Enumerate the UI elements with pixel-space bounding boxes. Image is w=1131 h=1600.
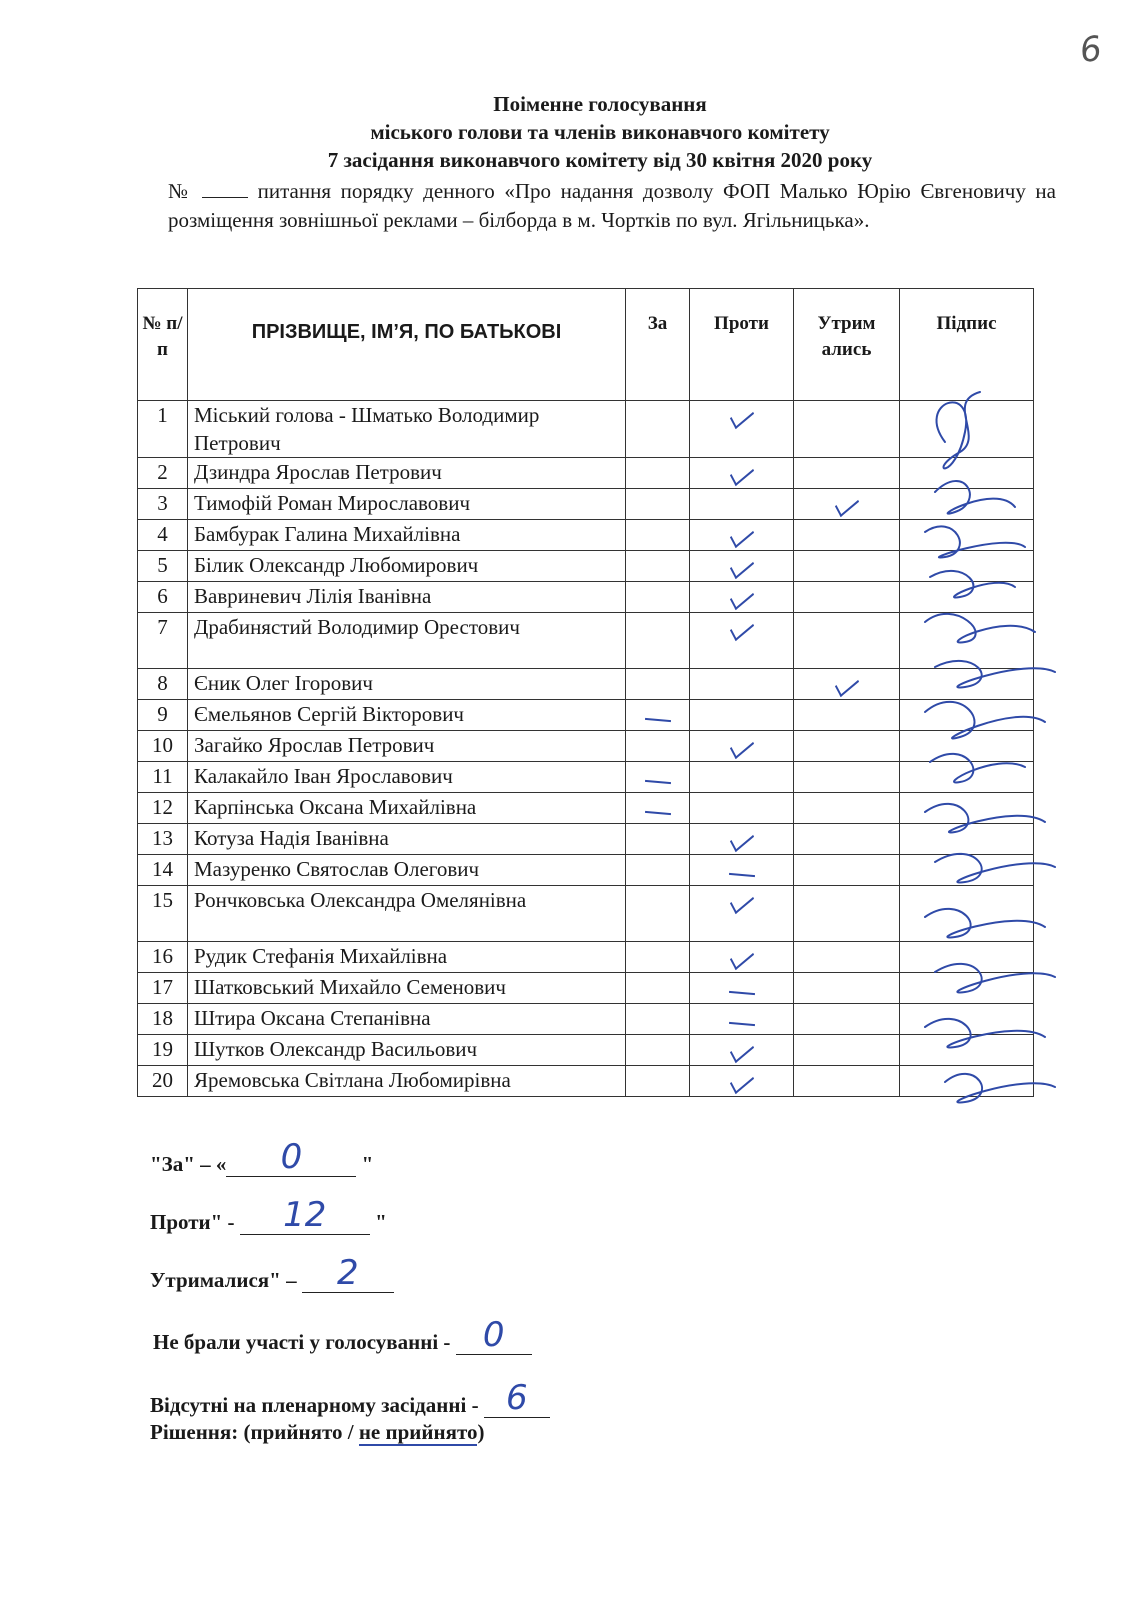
vote-cell-proty xyxy=(690,489,794,520)
vote-cell-za xyxy=(626,520,690,551)
row-number: 17 xyxy=(138,973,188,1004)
member-name: Рончковська Олександра Омелянівна xyxy=(188,886,626,942)
signature-cell xyxy=(900,793,1034,824)
vote-cell-proty xyxy=(690,973,794,1004)
vote-rows xyxy=(138,401,1034,1097)
check-mark-icon xyxy=(729,584,753,610)
vote-cell-za xyxy=(626,824,690,855)
vote-cell-za xyxy=(626,1035,690,1066)
vote-cell-utrym xyxy=(794,669,900,700)
signature-cell xyxy=(900,1066,1034,1097)
member-name: Карпінська Оксана Михайлівна xyxy=(188,793,626,824)
vote-cell-utrym xyxy=(794,489,900,520)
page-number: 6 xyxy=(1077,28,1105,72)
check-mark-icon xyxy=(834,491,858,517)
vote-cell-za xyxy=(626,942,690,973)
row-number: 3 xyxy=(138,489,188,520)
vote-cell-utrym xyxy=(794,551,900,582)
signature-cell xyxy=(900,669,1034,700)
summary-za-label: "За" – « xyxy=(150,1152,227,1176)
row-number: 5 xyxy=(138,551,188,582)
signature-cell xyxy=(900,855,1034,886)
summary-proty-tail: " xyxy=(375,1210,387,1234)
vote-cell-za xyxy=(626,551,690,582)
table-header-row xyxy=(138,289,1034,401)
table-row xyxy=(138,582,1034,613)
vote-cell-utrym xyxy=(794,855,900,886)
member-name: Тимофій Роман Мирославович xyxy=(188,489,626,520)
signature-cell xyxy=(900,489,1034,520)
table-row xyxy=(138,855,1034,886)
agenda-question: питання порядку денного «Про надання дозволу ФОП Малько Юрію Євгеновичу на розміщення зовнішньої реклами – білборда в м. Чортків по вул. Ягільницька». xyxy=(168,179,1056,232)
header-name: ПРІЗВИЩЕ, ІМ’Я, ПО БАТЬКОВІ xyxy=(188,289,626,401)
vote-cell-proty xyxy=(690,1004,794,1035)
row-number: 18 xyxy=(138,1004,188,1035)
summary-vidsutni-line xyxy=(484,1378,550,1418)
vote-cell-proty xyxy=(690,669,794,700)
row-number: 15 xyxy=(138,886,188,942)
member-name: Ємельянов Сергій Вікторович xyxy=(188,700,626,731)
dash-mark-icon xyxy=(728,1022,754,1026)
check-mark-icon xyxy=(729,944,753,970)
vote-cell-utrym xyxy=(794,1035,900,1066)
title-line-2: міського голови та членів виконавчого комітету xyxy=(370,120,830,144)
signature-cell xyxy=(900,700,1034,731)
vote-cell-za xyxy=(626,401,690,458)
vote-cell-proty xyxy=(690,613,794,669)
member-name: Рудик Стефанія Михайлівна xyxy=(188,942,626,973)
decision-selected: не прийнято xyxy=(358,1420,478,1444)
vote-cell-utrym xyxy=(794,1004,900,1035)
vote-cell-proty xyxy=(690,401,794,458)
summary-za-tail: " xyxy=(361,1152,374,1176)
summary-utrym-value: 2 xyxy=(337,1253,359,1293)
title-line-3: 7 засідання виконавчого комітету від 30 квітня 2020 року xyxy=(327,148,873,172)
table-row xyxy=(138,793,1034,824)
row-number: 7 xyxy=(138,613,188,669)
dash-mark-icon xyxy=(728,873,754,877)
check-mark-icon xyxy=(729,1068,753,1094)
summary-vidsutni-label: Відсутні на пленарному засіданні - xyxy=(150,1393,479,1417)
vote-cell-proty xyxy=(690,762,794,793)
signature-cell xyxy=(900,520,1034,551)
signature-cell xyxy=(900,613,1034,669)
dash-mark-icon xyxy=(728,991,754,995)
vote-cell-za xyxy=(626,1066,690,1097)
summary-za-line xyxy=(226,1137,356,1177)
check-mark-icon xyxy=(834,671,858,697)
summary-proty-label: Проти" - xyxy=(150,1210,235,1234)
vote-cell-utrym xyxy=(794,731,900,762)
member-name: Яремовська Світлана Любомирівна xyxy=(188,1066,626,1097)
row-number: 4 xyxy=(138,520,188,551)
table-row xyxy=(138,489,1034,520)
vote-cell-za xyxy=(626,1004,690,1035)
vote-cell-za xyxy=(626,669,690,700)
vote-cell-proty xyxy=(690,886,794,942)
check-mark-icon xyxy=(729,553,753,579)
table-row xyxy=(138,1066,1034,1097)
vote-cell-utrym xyxy=(794,793,900,824)
member-name: Шутков Олександр Васильович xyxy=(188,1035,626,1066)
summary-proty xyxy=(150,1195,387,1235)
summary-utrym-line xyxy=(302,1253,394,1293)
table-row xyxy=(138,731,1034,762)
vote-cell-za xyxy=(626,886,690,942)
vote-cell-za xyxy=(626,700,690,731)
summary-utrym-label: Утрималися" – xyxy=(150,1268,297,1292)
check-mark-icon xyxy=(729,522,753,548)
agenda-number-prefix: № xyxy=(168,179,193,203)
signature-cell xyxy=(900,973,1034,1004)
row-number: 14 xyxy=(138,855,188,886)
vote-cell-proty xyxy=(690,824,794,855)
summary-rishennia xyxy=(150,1420,484,1445)
row-number: 19 xyxy=(138,1035,188,1066)
row-number: 13 xyxy=(138,824,188,855)
vote-cell-za xyxy=(626,855,690,886)
dash-mark-icon xyxy=(644,780,670,784)
table-row xyxy=(138,824,1034,855)
agenda-number-blank xyxy=(202,179,248,198)
vote-cell-za xyxy=(626,762,690,793)
summary-utrym xyxy=(150,1253,394,1293)
vote-cell-proty xyxy=(690,855,794,886)
vote-cell-utrym xyxy=(794,942,900,973)
summary-proty-line xyxy=(240,1195,370,1235)
decision-label: Рішення: (прийнято / xyxy=(150,1420,359,1444)
member-name: Калакайло Іван Ярославович xyxy=(188,762,626,793)
table-row xyxy=(138,886,1034,942)
vote-cell-proty xyxy=(690,520,794,551)
vote-cell-utrym xyxy=(794,613,900,669)
summary-za xyxy=(150,1137,374,1177)
vote-cell-za xyxy=(626,582,690,613)
vote-cell-za xyxy=(626,793,690,824)
vote-cell-za xyxy=(626,973,690,1004)
title-line-1: Поіменне голосування xyxy=(493,92,707,116)
vote-cell-utrym xyxy=(794,973,900,1004)
table-row xyxy=(138,1004,1034,1035)
table-row xyxy=(138,551,1034,582)
signature-cell xyxy=(900,762,1034,793)
summary-proty-value: 12 xyxy=(283,1195,327,1235)
check-mark-icon xyxy=(729,460,753,486)
check-mark-icon xyxy=(729,615,753,641)
member-name: Штира Оксана Степанівна xyxy=(188,1004,626,1035)
vote-cell-utrym xyxy=(794,1066,900,1097)
table-row xyxy=(138,613,1034,669)
vote-cell-utrym xyxy=(794,520,900,551)
member-name: Міський голова - Шматько Володимир Петрович xyxy=(188,401,626,458)
summary-ne-braly-label: Не брали участі у голосуванні - xyxy=(153,1330,451,1354)
row-number: 1 xyxy=(138,401,188,458)
member-name: Дзиндра Ярослав Петрович xyxy=(188,458,626,489)
member-name: Загайко Ярослав Петрович xyxy=(188,731,626,762)
table-row xyxy=(138,520,1034,551)
vote-cell-proty xyxy=(690,1066,794,1097)
summary-ne-braly-value: 0 xyxy=(482,1315,505,1355)
signature-cell xyxy=(900,458,1034,489)
table-row xyxy=(138,942,1034,973)
vote-cell-proty xyxy=(690,942,794,973)
row-number: 11 xyxy=(138,762,188,793)
vote-cell-proty xyxy=(690,700,794,731)
row-number: 6 xyxy=(138,582,188,613)
row-number: 8 xyxy=(138,669,188,700)
vote-cell-proty xyxy=(690,731,794,762)
dash-mark-icon xyxy=(644,811,670,815)
vote-cell-proty xyxy=(690,582,794,613)
check-mark-icon xyxy=(729,1037,753,1063)
table-row xyxy=(138,401,1034,458)
row-number: 20 xyxy=(138,1066,188,1097)
member-name: Білик Олександр Любомирович xyxy=(188,551,626,582)
member-name: Мазуренко Святослав Олегович xyxy=(188,855,626,886)
signature-cell xyxy=(900,886,1034,942)
summary-za-value: 0 xyxy=(280,1137,303,1177)
vote-cell-utrym xyxy=(794,582,900,613)
table-row xyxy=(138,700,1034,731)
vote-cell-utrym xyxy=(794,824,900,855)
signature-cell xyxy=(900,731,1034,762)
summary-vidsutni-value: 6 xyxy=(506,1378,528,1418)
row-number: 2 xyxy=(138,458,188,489)
vote-cell-proty xyxy=(690,551,794,582)
member-name: Драбинястий Володимир Орестович xyxy=(188,613,626,669)
check-mark-icon xyxy=(729,733,753,759)
agenda-item-text xyxy=(168,177,1056,235)
decision-close: ) xyxy=(477,1420,485,1444)
vote-cell-utrym xyxy=(794,700,900,731)
header-number: № п/п xyxy=(138,289,188,401)
vote-table xyxy=(137,288,1034,1097)
member-name: Шатковський Михайло Семенович xyxy=(188,973,626,1004)
signature-cell xyxy=(900,942,1034,973)
table-row xyxy=(138,458,1034,489)
signature-cell xyxy=(900,824,1034,855)
vote-cell-za xyxy=(626,613,690,669)
table-row xyxy=(138,973,1034,1004)
dash-mark-icon xyxy=(644,718,670,722)
row-number: 12 xyxy=(138,793,188,824)
vote-cell-utrym xyxy=(794,762,900,793)
table-row xyxy=(138,1035,1034,1066)
vote-cell-utrym xyxy=(794,458,900,489)
row-number: 16 xyxy=(138,942,188,973)
vote-cell-za xyxy=(626,489,690,520)
vote-cell-proty xyxy=(690,1035,794,1066)
summary-ne-braly-line xyxy=(456,1315,532,1355)
member-name: Єник Олег Ігорович xyxy=(188,669,626,700)
vote-cell-za xyxy=(626,731,690,762)
summary-ne-braly xyxy=(153,1315,532,1355)
vote-cell-proty xyxy=(690,458,794,489)
member-name: Бамбурак Галина Михайлівна xyxy=(188,520,626,551)
member-name: Котуза Надія Іванівна xyxy=(188,824,626,855)
signature-cell xyxy=(900,582,1034,613)
header-za: За xyxy=(626,289,690,401)
check-mark-icon xyxy=(729,403,753,429)
table-row xyxy=(138,669,1034,700)
row-number: 10 xyxy=(138,731,188,762)
vote-cell-utrym xyxy=(794,886,900,942)
vote-cell-utrym xyxy=(794,401,900,458)
signature-cell xyxy=(900,1004,1034,1035)
signature-cell xyxy=(900,401,1034,458)
member-name: Вавриневич Лілія Іванівна xyxy=(188,582,626,613)
summary-vidsutni xyxy=(150,1378,550,1418)
header-signature: Підпис xyxy=(900,289,1034,401)
vote-cell-za xyxy=(626,458,690,489)
signature-cell xyxy=(900,1035,1034,1066)
row-number: 9 xyxy=(138,700,188,731)
header-proty: Проти xyxy=(690,289,794,401)
table-row xyxy=(138,762,1034,793)
check-mark-icon xyxy=(729,888,753,914)
vote-cell-proty xyxy=(690,793,794,824)
header-utrym: Утрим ались xyxy=(794,289,900,401)
signature-cell xyxy=(900,551,1034,582)
check-mark-icon xyxy=(729,826,753,852)
